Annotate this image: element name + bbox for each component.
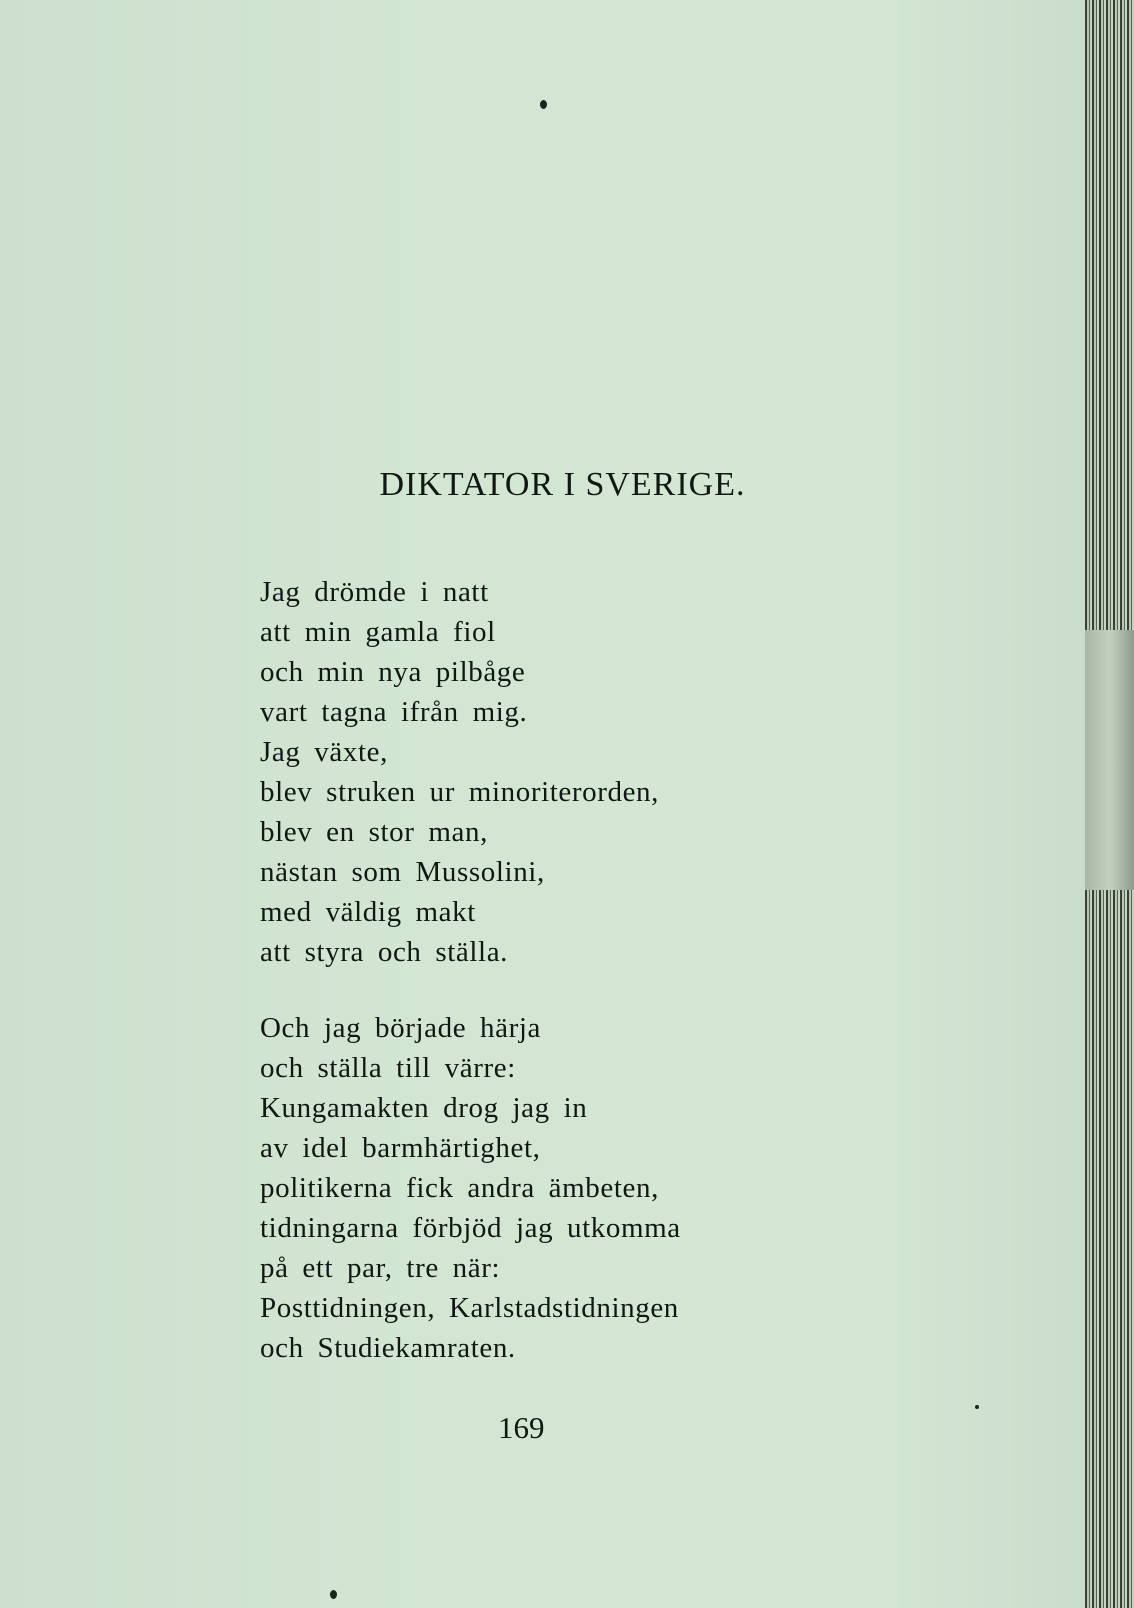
poem-line: Jag växte, xyxy=(260,736,388,768)
poem-line: Och jag började härja xyxy=(260,1012,542,1044)
poem-line: och ställa till värre: xyxy=(260,1052,516,1084)
poem-line: politikerna fick andra ämbeten, xyxy=(260,1172,659,1204)
poem-title: DIKTATOR I SVERIGE. xyxy=(379,466,746,503)
poem-line: nästan som Mussolini, xyxy=(260,856,545,888)
page-number: 169 xyxy=(498,1410,545,1445)
poem-line: och Studiekamraten. xyxy=(260,1332,516,1364)
poem-line: blev en stor man, xyxy=(260,816,488,848)
poem-line: Jag drömde i natt xyxy=(260,576,489,608)
book-edge-highlight xyxy=(1085,630,1134,890)
poem-line: på ett par, tre när: xyxy=(260,1252,501,1284)
stanza-2 xyxy=(260,1008,681,1368)
poem-line: vart tagna ifrån mig. xyxy=(260,696,528,728)
poem-body xyxy=(260,572,681,1368)
stanza-1 xyxy=(260,572,681,972)
paper-speck xyxy=(330,1590,337,1599)
poem-line: tidningarna förbjöd jag utkomma xyxy=(260,1212,681,1244)
paper-speck xyxy=(975,1405,979,1409)
poem-line: Kungamakten drog jag in xyxy=(260,1092,588,1124)
poem-line: blev struken ur minoriterorden, xyxy=(260,776,660,808)
poem-line: och min nya pilbåge xyxy=(260,656,526,688)
poem-line: med väldig makt xyxy=(260,896,476,928)
poem-line: att min gamla fiol xyxy=(260,616,496,648)
paper-speck xyxy=(540,100,547,109)
poem-line: att styra och ställa. xyxy=(260,936,509,968)
poem-line: Posttidningen, Karlstadstidningen xyxy=(260,1292,679,1324)
poem-line: av idel barmhärtighet, xyxy=(260,1132,541,1164)
